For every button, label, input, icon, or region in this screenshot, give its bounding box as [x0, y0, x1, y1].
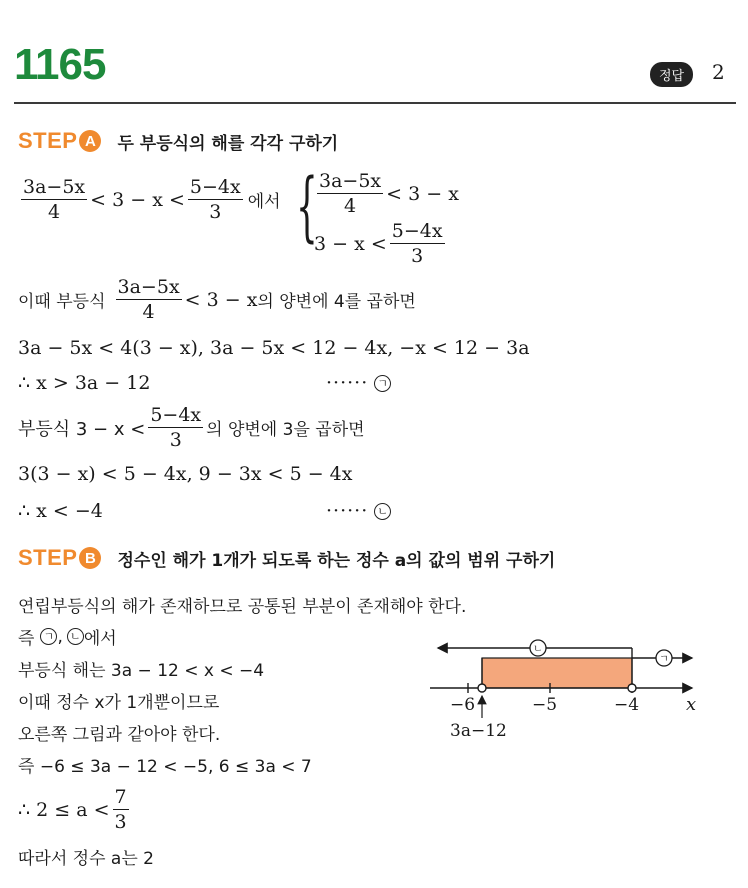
header-divider	[14, 102, 736, 104]
step-b-line5: 오른쪽 그림과 같아야 한다.	[18, 725, 221, 745]
step-b-label: STEP	[18, 545, 78, 570]
mark-upper-text: ㄴ	[533, 644, 543, 655]
fraction	[317, 170, 383, 217]
answer-value: 2	[712, 60, 725, 84]
fraction-numerator: 3a−5x	[319, 170, 382, 192]
step-b-line2	[18, 624, 117, 649]
fraction-denominator: 3	[114, 811, 127, 833]
text: 즉	[18, 629, 35, 649]
inequality-mid: < 3 − x <	[90, 188, 185, 211]
step-a-line7: ∴ x < −4	[18, 500, 103, 522]
system-line2-left: 3 − x <	[314, 232, 387, 255]
fraction-denominator: 4	[142, 301, 155, 323]
fraction-numerator: 5−4x	[150, 404, 202, 426]
step-b-line7	[18, 786, 132, 833]
system-line1	[314, 170, 459, 217]
tick-label-minus5: −5	[532, 695, 558, 715]
mark-lower-text: ㄱ	[659, 654, 669, 665]
fraction-denominator: 3	[209, 201, 222, 223]
text-eseo: 에서	[247, 192, 281, 212]
step-a-line4: ∴ x > 3a − 12	[18, 372, 151, 394]
step-a-label: STEP	[18, 128, 78, 153]
step-b-line6: 즉 −6 ≤ 3a − 12 < −5, 6 ≤ 3a < 7	[18, 757, 312, 777]
system-line2	[314, 220, 448, 267]
text: 의 양변에 4를 곱하면	[257, 292, 416, 312]
text: ∴ 2 ≤ a <	[18, 798, 110, 821]
tick-label-minus4: −4	[614, 695, 640, 715]
system-brace: {	[296, 161, 318, 250]
step-a-line3: 3a − 5x < 4(3 − x), 3a − 5x < 12 − 4x, −x < 12 − 3a	[18, 337, 530, 359]
text: 에서	[83, 629, 117, 649]
step-b-header	[18, 545, 555, 571]
text: 부등식 3 − x <	[18, 418, 146, 440]
system-line1-rest: < 3 − x	[386, 182, 459, 205]
step-b-badge: B	[79, 547, 101, 569]
circled-nieun-icon: ㄴ	[67, 628, 84, 645]
text: ,	[57, 626, 63, 647]
open-point-left	[478, 684, 486, 692]
fraction-denominator: 3	[411, 245, 424, 267]
fraction-numerator: 5−4x	[189, 176, 241, 198]
problem-number: 1165	[14, 40, 106, 89]
fraction-denominator: 4	[48, 201, 61, 223]
step-a-line1	[18, 176, 281, 223]
step-b-line1: 연립부등식의 해가 존재하므로 공통된 부분이 존재해야 한다.	[18, 597, 467, 617]
fraction-numerator: 7	[114, 786, 127, 808]
step-b-line3: 부등식 해는 3a − 12 < x < −4	[18, 661, 265, 681]
step-a-line7-tag	[326, 500, 391, 522]
step-a-title: 두 부등식의 해를 각각 구하기	[117, 133, 339, 154]
circled-giyeok-icon: ㄱ	[374, 375, 391, 392]
dots: ······	[326, 372, 369, 394]
step-a-line2	[18, 276, 416, 323]
fraction	[148, 404, 203, 451]
step-a-line4-tag	[326, 372, 391, 394]
dots: ······	[326, 500, 369, 522]
step-a-header	[18, 128, 338, 154]
fraction-numerator: 5−4x	[391, 220, 443, 242]
solution-region	[482, 658, 632, 688]
number-line-diagram	[420, 628, 720, 748]
open-point-right	[628, 684, 636, 692]
point-label: 3a−12	[450, 721, 507, 741]
step-a-line5	[18, 404, 365, 451]
fraction-denominator: 4	[344, 195, 357, 217]
axis-label: x	[686, 694, 697, 715]
step-a-line6: 3(3 − x) < 5 − 4x, 9 − 3x < 5 − 4x	[18, 463, 353, 485]
fraction	[390, 220, 445, 267]
step-b-line4: 이때 정수 x가 1개뿐이므로	[18, 693, 220, 713]
fraction	[21, 176, 87, 223]
answer-badge: 정답	[650, 62, 693, 87]
fraction	[116, 276, 182, 323]
circled-nieun-icon: ㄴ	[374, 503, 391, 520]
fraction-numerator: 3a−5x	[117, 276, 180, 298]
step-a-badge: A	[79, 130, 101, 152]
fraction	[113, 786, 129, 833]
fraction-denominator: 3	[169, 429, 182, 451]
circled-giyeok-icon: ㄱ	[40, 628, 57, 645]
inequality-mid: < 3 − x	[184, 288, 258, 311]
text: 의 양변에 3을 곱하면	[206, 420, 365, 440]
step-b-title: 정수인 해가 1개가 되도록 하는 정수 a의 값의 범위 구하기	[117, 550, 556, 571]
fraction	[188, 176, 243, 223]
text: 이때 부등식	[18, 292, 106, 312]
step-b-line8: 따라서 정수 a는 2	[18, 849, 154, 869]
tick-label-minus6: −6	[450, 695, 476, 715]
fraction-numerator: 3a−5x	[23, 176, 86, 198]
